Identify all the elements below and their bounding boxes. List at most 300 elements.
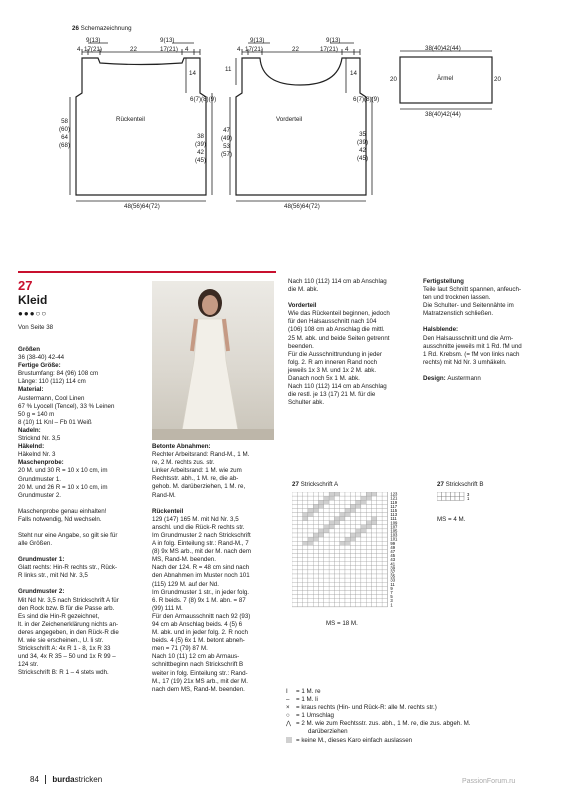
chart-a-cell [313, 496, 318, 500]
chart-a-cell [324, 554, 329, 558]
legend-row [286, 712, 556, 720]
chart-b-row-label: 3 [467, 492, 470, 497]
chart-a-cell [297, 574, 302, 578]
chart-a-cell [382, 574, 387, 578]
chart-a-cell [319, 549, 324, 553]
chart-a-cell [292, 521, 297, 525]
chart-a-cell [372, 521, 377, 525]
chart-a-cell [297, 586, 302, 590]
text-line: M. wie sie erscheinen., U. li str. [18, 637, 104, 644]
chart-a-cell [377, 537, 382, 541]
chart-a-cell [372, 525, 377, 529]
chart-a-cell [356, 562, 361, 566]
chart-a-cell [340, 586, 345, 590]
chart-a-cell [366, 586, 371, 590]
text-line: folg. 2. R am inneren Rand noch [288, 358, 378, 366]
chart-a-cell [292, 504, 297, 508]
chart-a-cell [345, 562, 350, 566]
chart-a-cell [319, 517, 324, 521]
chart-a-cell [377, 570, 382, 574]
chart-a-cell [297, 508, 302, 512]
front-bottom-dim: 48(56)64(72) [284, 203, 320, 210]
chart-a-cell [313, 521, 318, 525]
text-line: Nach der 124. R = 48 cm sind nach [152, 564, 250, 572]
legend-text: = 2 M. wie zum Rechtsstr. zus. abh., 1 M. re, die zus. abgeh. M. [296, 720, 471, 728]
chart-a-cell [356, 529, 361, 533]
chart-a-row-label: 99 [390, 540, 396, 546]
chart-a-cell [319, 599, 324, 603]
chart-a-cell [334, 599, 339, 603]
text-line: Design: Austermann [423, 374, 481, 382]
chart-a-cell [350, 496, 355, 500]
text-line: A in folg. Einteilung str.: Rand-M., 7 [152, 540, 249, 548]
chart-a-cell [356, 586, 361, 590]
chart-a-cell [377, 517, 382, 521]
chart-a-cell [356, 537, 361, 541]
chart-a-cell [345, 541, 350, 545]
chart-a-cell [356, 504, 361, 508]
chart-a-cell [377, 513, 382, 517]
chart-a-cell [372, 541, 377, 545]
chart-a-cell [345, 508, 350, 512]
text-line: Maschenprobe genau einhalten! [18, 507, 107, 515]
text-line: 20 M. und 30 R = 10 x 10 cm, im [18, 467, 108, 475]
front-dim-11: 11 [225, 66, 232, 73]
chart-a-cell [329, 529, 334, 533]
chart-b-row-label: 1 [467, 496, 470, 501]
chart-a-cell [366, 545, 371, 549]
chart-a-cell [292, 595, 297, 599]
chart-a-cell [366, 492, 371, 496]
chart-a-cell [366, 513, 371, 517]
chart-a-cell [345, 533, 350, 537]
chart-a-cell [319, 513, 324, 517]
chart-a-cell [356, 554, 361, 558]
text-line: Den Halsausschnitt und die Arm- [423, 334, 514, 342]
text-line: den Abnahmen im Muster noch 101 [152, 572, 250, 580]
chart-a-cell [340, 549, 345, 553]
chart-a-cell [361, 513, 366, 517]
chart-a-cell [329, 582, 334, 586]
chart-a-cell [382, 504, 387, 508]
chart-a-cell [340, 590, 345, 594]
chart-a-cell [334, 595, 339, 599]
chart-a-cell [356, 603, 361, 607]
chart-a-cell [297, 513, 302, 517]
chart-a-cell [319, 533, 324, 537]
chart-a-cell [345, 500, 350, 504]
chart-a-cell [345, 496, 350, 500]
text-line: Strickschrift B: R 1 – 4 stets wdh. [18, 669, 109, 677]
chart-a-cell [372, 586, 377, 590]
chart-a-cell [345, 554, 350, 558]
chart-a-cell [297, 549, 302, 553]
legend-row [286, 737, 556, 745]
chart-a-cell [313, 541, 318, 545]
chart-a-cell [324, 504, 329, 508]
chart-a-cell [319, 570, 324, 574]
legend-row [286, 728, 556, 736]
chart-a-cell [340, 537, 345, 541]
front-top-right-dim: 9(13) [326, 37, 341, 44]
chart-a-cell [303, 595, 308, 599]
chart-a-cell [334, 492, 339, 496]
text-line: Stricknd Nr. 3,5 [18, 435, 61, 443]
text-line: lt. in der Zeichenerklärung nichts an- [18, 620, 119, 628]
chart-a-cell [345, 574, 350, 578]
chart-a-cell [297, 537, 302, 541]
chart-a-cell [334, 517, 339, 521]
chart-a-row-label: 117 [390, 503, 398, 509]
text-line: 50 g = 140 m [18, 410, 55, 418]
chart-a-cell [303, 570, 308, 574]
chart-a-cell [303, 558, 308, 562]
chart-a-cell [303, 562, 308, 566]
watermark: PassionForum.ru [462, 778, 516, 785]
text-line: Falls notwendig, Nd wechseln. [18, 515, 102, 523]
chart-a-cell [297, 541, 302, 545]
legend-text: = 1 M. re [296, 688, 321, 695]
legend-text: = keine M., dieses Karo einfach auslassen [296, 736, 413, 744]
chart-a-row-label: 1 [390, 602, 393, 608]
chart-a-row-label: 37 [390, 569, 396, 575]
chart-a-cell [324, 574, 329, 578]
chart-a-cell [319, 582, 324, 586]
page-number: 84 [30, 775, 39, 784]
model-photo [152, 281, 274, 440]
chart-a-cell [372, 533, 377, 537]
chart-a-cell [334, 554, 339, 558]
chart-a-cell [350, 537, 355, 541]
chart-a-cell [361, 554, 366, 558]
text-line: (115) 129 M. auf der Nd. [152, 580, 219, 588]
text-line: deres angegeben, in den Rück-R die [18, 628, 119, 636]
chart-a-cell [372, 562, 377, 566]
chart-a-cell [303, 500, 308, 504]
chart-b-cell [442, 496, 447, 500]
chart-a-cell [319, 586, 324, 590]
chart-a-cell [324, 558, 329, 562]
chart-a-cell [340, 525, 345, 529]
text-line: gehob. M. darüberziehen, 1 M. re, [152, 483, 246, 491]
front-top-left-dim: 9(13) [250, 37, 265, 44]
legend-symbol-icon: ○ [286, 712, 290, 720]
symbol-legend [286, 688, 556, 745]
chart-a-cell [366, 603, 371, 607]
chart-a-cell [377, 508, 382, 512]
chart-a-cell [303, 496, 308, 500]
chart-a-cell [345, 578, 350, 582]
chart-a-cell [329, 541, 334, 545]
chart-a-cell [319, 541, 324, 545]
chart-a-cell [377, 582, 382, 586]
text-line: jeweils 1x 3 M. und 1x 2 M. abk. [288, 366, 377, 374]
chart-a-cell [345, 566, 350, 570]
chart-a-cell [377, 566, 382, 570]
chart-a-cell [297, 554, 302, 558]
chart-a-cell [382, 595, 387, 599]
chart-a-cell [350, 590, 355, 594]
chart-a-cell [345, 492, 350, 496]
chart-a-cell [340, 517, 345, 521]
chart-a-cell [329, 578, 334, 582]
chart-a-cell [340, 533, 345, 537]
header-rule [18, 271, 276, 273]
chart-a-cell [382, 521, 387, 525]
chart-a-cell [361, 595, 366, 599]
chart-a-cell [297, 603, 302, 607]
chart-a-cell [366, 599, 371, 603]
chart-a-cell [319, 525, 324, 529]
front-dim-4b: 4 [345, 46, 349, 53]
chart-a-cell [361, 525, 366, 529]
chart-a-cell [319, 558, 324, 562]
chart-b-cell [437, 492, 442, 496]
chart-a-cell [313, 545, 318, 549]
chart-a-cell [324, 533, 329, 537]
back-dim-17a: 17(21) [84, 46, 102, 53]
chart-a-row-label: 105 [390, 528, 398, 534]
chart-a-cell [292, 525, 297, 529]
chart-a-cell [297, 529, 302, 533]
chart-a-cell [308, 533, 313, 537]
chart-b-cell [455, 496, 460, 500]
chart-a-cell [340, 570, 345, 574]
chart-a-cell [308, 578, 313, 582]
chart-a-cell [372, 545, 377, 549]
text-line: 94 cm ab Anschlag beids. 4 (5) 6 [152, 620, 243, 628]
chart-a-cell [303, 529, 308, 533]
text-line: beenden. [288, 342, 314, 350]
chart-a-cell [329, 599, 334, 603]
chart-a-cell [350, 500, 355, 504]
text-line: Teile laut Schnitt spannen, anfeuch- [423, 286, 522, 294]
chart-a-cell [329, 558, 334, 562]
chart-a-cell [308, 603, 313, 607]
chart-a-cell [319, 574, 324, 578]
chart-a-cell [308, 586, 313, 590]
chart-a-cell [334, 566, 339, 570]
chart-a-cell [319, 529, 324, 533]
chart-b-cell [451, 492, 456, 496]
chart-a-cell [319, 562, 324, 566]
chart-a-cell [329, 504, 334, 508]
chart-a-cell [313, 500, 318, 504]
text-line: Steht nur eine Angabe, so gilt sie für [18, 531, 118, 539]
chart-a-cell [366, 533, 371, 537]
text-line: 8 (10) 11 Knl – Fb 01 Weiß [18, 418, 92, 426]
sleeve-label: Ärmel [437, 75, 454, 82]
chart-a-cell [292, 562, 297, 566]
chart-a-cell [361, 578, 366, 582]
text-line: Rechtsstr. abh., 1 M. re, die ab- [152, 475, 239, 483]
chart-a-cell [366, 578, 371, 582]
chart-a-row-label: 43 [390, 557, 396, 563]
column-2-instructions [152, 443, 282, 694]
chart-a-cell [324, 578, 329, 582]
text-line: Nach 110 (112) 114 cm ab Anschlag [288, 383, 387, 391]
chart-a-row-label: 33 [390, 577, 396, 583]
chart-a-cell [361, 570, 366, 574]
chart-a-cell [308, 590, 313, 594]
chart-a-cell [297, 521, 302, 525]
text-line [423, 318, 553, 326]
chart-a-cell [382, 586, 387, 590]
chart-a-cell [319, 554, 324, 558]
chart-a-cell [319, 500, 324, 504]
chart-a-cell [350, 574, 355, 578]
text-line [152, 500, 282, 508]
chart-a-cell [350, 492, 355, 496]
chart-a-cell [361, 500, 366, 504]
chart-a-cell [377, 595, 382, 599]
chart-a-cell [356, 517, 361, 521]
chart-a-cell [377, 504, 382, 508]
text-line: Wie das Rückenteil beginnen, jedoch [288, 310, 390, 318]
text-line: die M. abk. [288, 286, 319, 294]
chart-a-cell [366, 574, 371, 578]
chart-a-cell [377, 578, 382, 582]
text-line: Größen [18, 346, 41, 353]
chart-a-cell [377, 603, 382, 607]
chart-a-cell [297, 500, 302, 504]
chart-a-cell [308, 541, 313, 545]
text-line: 1 Rd. Krebsm. (= fM von links nach [423, 350, 520, 358]
chart-a-cell [334, 529, 339, 533]
chart-a-cell [329, 595, 334, 599]
chart-a-cell [377, 562, 382, 566]
chart-a-cell [356, 496, 361, 500]
text-line: men = 71 (79) 87 M. [152, 645, 208, 653]
chart-a-cell [361, 562, 366, 566]
chart-a-cell [329, 603, 334, 607]
text-line: Für den Armausschnitt nach 92 (93) [152, 612, 251, 620]
chart-a-cell [334, 541, 339, 545]
chart-a-cell [297, 590, 302, 594]
chart-a-cell [382, 525, 387, 529]
chart-a-cell [350, 582, 355, 586]
chart-a-cell [372, 574, 377, 578]
chart-a-cell [292, 492, 297, 496]
chart-a-cell [324, 586, 329, 590]
back-bottom-dim: 48(56)64(72) [124, 203, 160, 210]
chart-a-cell [340, 529, 345, 533]
text-line: 25 M. abk. und beide Seiten getrennt [288, 334, 390, 342]
text-line [18, 580, 148, 588]
chart-a-cell [345, 537, 350, 541]
chart-b-title: 27 Strickschrift B [437, 481, 484, 488]
chart-a-cell [324, 582, 329, 586]
chart-a-cell [377, 525, 382, 529]
chart-a-cell [345, 545, 350, 549]
chart-a-cell [308, 521, 313, 525]
chart-a-cell [350, 595, 355, 599]
chart-a-cell [319, 492, 324, 496]
chart-a-cell [350, 570, 355, 574]
chart-a-cell [292, 496, 297, 500]
front-label: Vorderteil [276, 116, 303, 123]
chart-a-cell [329, 508, 334, 512]
chart-b-cell [460, 496, 465, 500]
chart-a-cell [377, 599, 382, 603]
chart-a-cell [324, 590, 329, 594]
chart-a-cell [308, 570, 313, 574]
chart-a-cell [340, 603, 345, 607]
chart-a-cell [303, 574, 308, 578]
chart-a-cell [303, 549, 308, 553]
chart-a-cell [292, 537, 297, 541]
chart-a-cell [361, 517, 366, 521]
chart-a-cell [366, 500, 371, 504]
chart-b-cell [446, 496, 451, 500]
chart-a-cell [361, 566, 366, 570]
chart-a-cell [382, 492, 387, 496]
chart-a-cell [324, 537, 329, 541]
chart-a-cell [303, 545, 308, 549]
chart-a-cell [350, 508, 355, 512]
chart-a-cell [382, 517, 387, 521]
text-line: (106) 108 cm ab Anschlag die mittl. [288, 326, 385, 334]
text-line: anschl. und die Rück-R rechts str. [152, 523, 245, 531]
chart-a-cell [356, 513, 361, 517]
text-line: ausschnitte jeweils mit 1 Rd. fM und [423, 342, 522, 350]
chart-a-cell [340, 599, 345, 603]
chart-a-cell [292, 574, 297, 578]
chart-a-cell [350, 586, 355, 590]
text-line: M. abk. und in jeder folg. 2. R noch [152, 629, 248, 637]
text-line: Danach noch 5x 1 M. abk. [288, 375, 360, 383]
text-line: Glatt rechts: Hin-R rechts str., Rück- [18, 564, 118, 572]
chart-a-cell [297, 496, 302, 500]
chart-a-cell [292, 541, 297, 545]
text-line: Matratzenstich schließen. [423, 310, 494, 318]
text-line: Im Grundmuster 2 nach Strickschrift [152, 531, 251, 539]
chart-a-cell [324, 599, 329, 603]
chart-a-row-label: 7 [390, 590, 393, 595]
chart-a-cell [356, 574, 361, 578]
legend-symbol-icon: I [286, 688, 288, 695]
chart-a-cell [350, 533, 355, 537]
chart-a-cell [356, 492, 361, 496]
chart-a-cell [329, 554, 334, 558]
legend-symbol-icon [286, 728, 296, 736]
difficulty-dot: ● [18, 309, 24, 318]
chart-a-cell [350, 554, 355, 558]
chart-a-cell [329, 537, 334, 541]
chart-b-cell [437, 496, 442, 500]
chart-a-cell [372, 492, 377, 496]
chart-b-grid [437, 492, 477, 512]
chart-a-cell [382, 599, 387, 603]
chart-a-cell [372, 529, 377, 533]
chart-a-cell [324, 496, 329, 500]
text-line: Nadeln: [18, 426, 41, 434]
difficulty-dot: ● [29, 309, 36, 318]
chart-a-cell [361, 582, 366, 586]
chart-a-cell [303, 533, 308, 537]
column-4-finishing [423, 278, 553, 383]
chart-a-cell [366, 570, 371, 574]
chart-a-cell [340, 521, 345, 525]
chart-a-cell [372, 549, 377, 553]
text-line: weiter in folg. Einteilung str.: Rand- [152, 669, 248, 677]
chart-a-row-label: 121 [390, 495, 398, 501]
chart-a-cell [350, 513, 355, 517]
chart-a-cell [313, 578, 318, 582]
chart-a-cell [313, 529, 318, 533]
footer [30, 775, 102, 784]
back-dim-14: 14 [189, 70, 196, 77]
